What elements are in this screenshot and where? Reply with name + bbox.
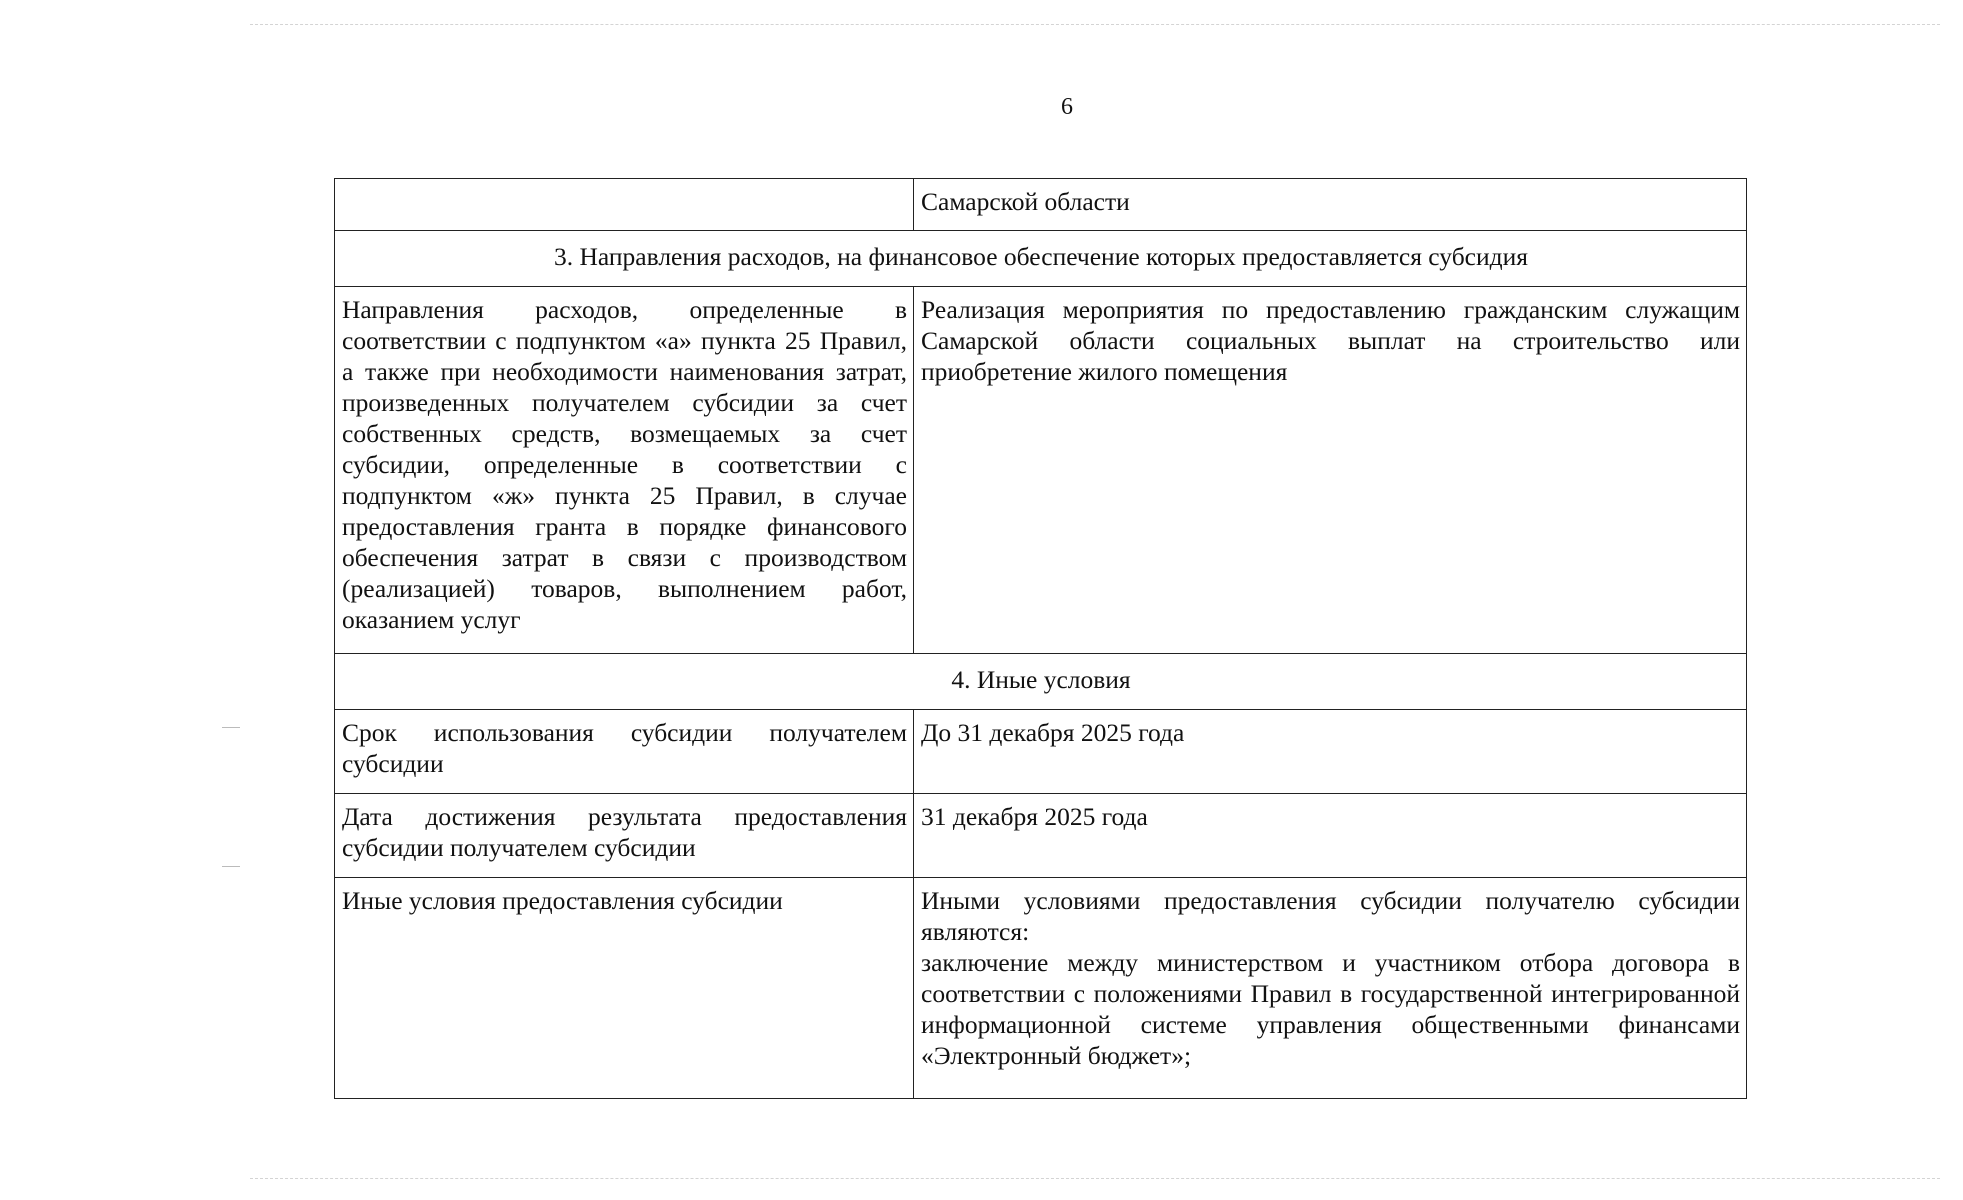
scan-artifact-top bbox=[250, 24, 1940, 25]
other-conditions-item: заключение между министерством и участником отбора договора в соответствии с положениями Правил в государственной интегрированной информационной системе управления общественными финансами «Электронный бюджет»; bbox=[921, 948, 1740, 1070]
scan-artifact-bottom bbox=[250, 1178, 1940, 1179]
table-row bbox=[335, 794, 1747, 878]
other-conditions-value-cell bbox=[914, 878, 1747, 1099]
other-conditions-intro: Иными условиями предоставления субсидии получателю субсидии являются: bbox=[921, 886, 1740, 946]
table-row bbox=[335, 231, 1747, 287]
usage-term-value: До 31 декабря 2025 года bbox=[914, 710, 1747, 794]
margin-mark bbox=[222, 727, 240, 728]
table-row bbox=[335, 179, 1747, 231]
region-continuation-cell: Самарской области bbox=[914, 179, 1747, 231]
expense-directions-value: Реализация мероприятия по предоставлению гражданским служащим Самарской области социальных выплат на строительство или приобретение жилого помещения bbox=[914, 287, 1747, 654]
table-cell-empty bbox=[335, 179, 914, 231]
table-row bbox=[335, 710, 1747, 794]
conditions-table bbox=[334, 178, 1747, 1099]
table-row bbox=[335, 654, 1747, 710]
table-row bbox=[335, 287, 1747, 654]
other-conditions-label: Иные условия предоставления субсидии bbox=[335, 878, 914, 1099]
page-number: 6 bbox=[1061, 94, 1073, 120]
result-date-value: 31 декабря 2025 года bbox=[914, 794, 1747, 878]
usage-term-label: Срок использования субсидии получателем субсидии bbox=[335, 710, 914, 794]
section-4-heading: 4. Иные условия bbox=[335, 654, 1747, 710]
result-date-label: Дата достижения результата предоставления субсидии получателем субсидии bbox=[335, 794, 914, 878]
expense-directions-label: Направления расходов, определенные в соответствии с подпунктом «а» пункта 25 Правил, а также при необходимости наименования затрат, произведенных получателем субсидии за счет собственных средств, возмещаемых за счет субсидии, определенные в соответствии с подпунктом «ж» пункта 25 Правил, в случае предоставления гранта в порядке финансового обеспечения затрат в связи с производством (реализацией) товаров, выполнением работ, оказанием услуг bbox=[335, 287, 914, 654]
table-row bbox=[335, 878, 1747, 1099]
section-3-heading: 3. Направления расходов, на финансовое обеспечение которых предоставляется субсидия bbox=[335, 231, 1747, 287]
margin-mark bbox=[222, 866, 240, 867]
